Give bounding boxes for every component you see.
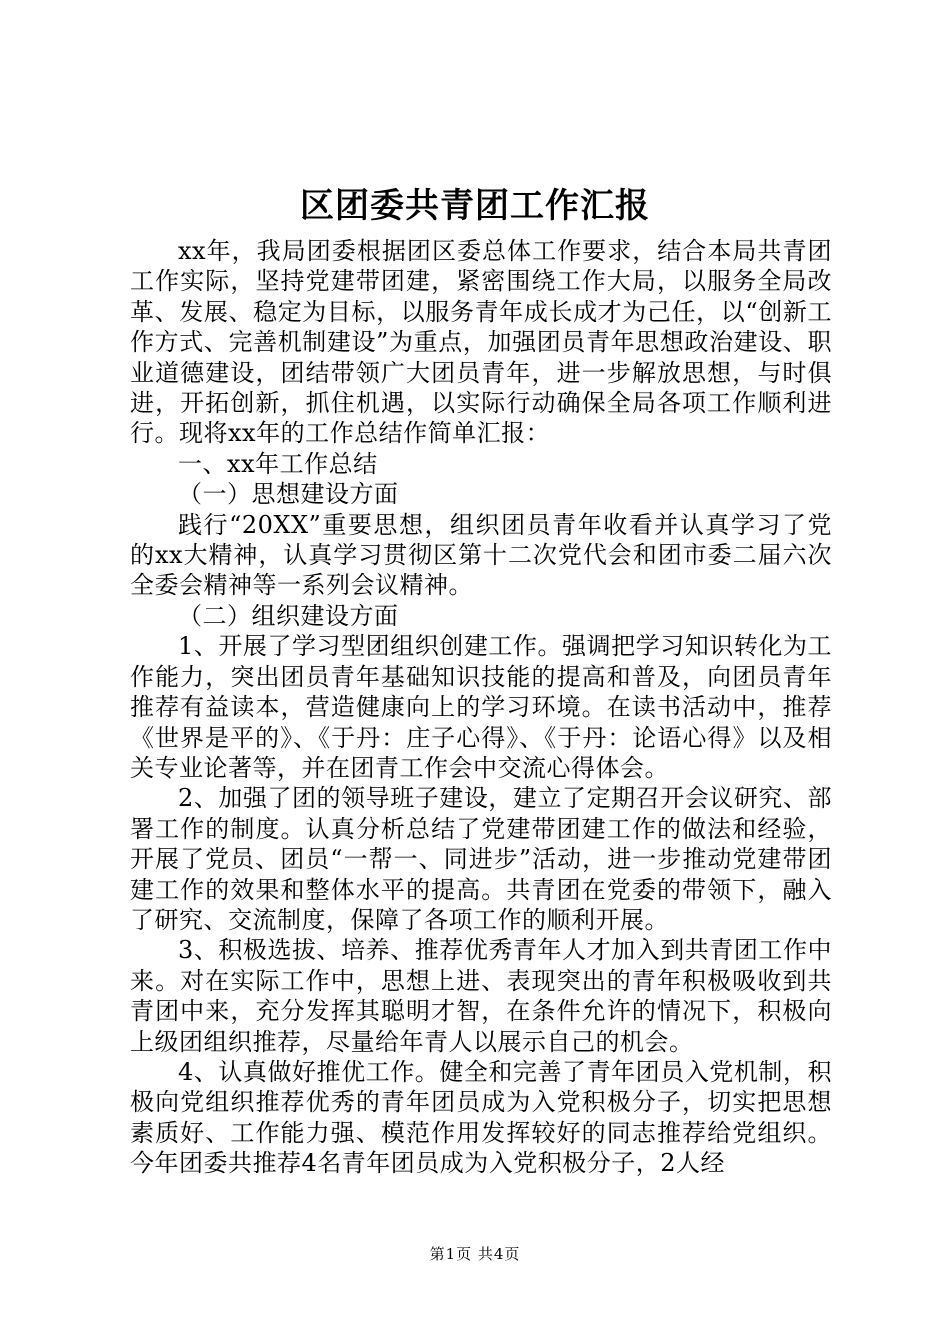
ideology-paragraph: 践行“20XX”重要思想，组织团员青年收看并认真学习了党的xx大精神，认真学习贯彻区第十二次党代会和团市委二届六次全委会精神等一系列会议精神。 — [130, 510, 832, 600]
organization-paragraph-1: 1、开展了学习型团组织创建工作。强调把学习知识转化为工作能力，突出团员青年基础知识技能的提高和普及，向团员青年推荐有益读本，营造健康向上的学习环境。在读书活动中，推荐《世界是平的》、《于丹：庄子心得》、《于丹：论语心得》以及相关专业论著等，并在团青工作会中交流心得体会。 — [130, 632, 832, 782]
document-title: 区团委共青团工作汇报 — [300, 186, 650, 226]
organization-paragraph-4: 4、认真做好推优工作。健全和完善了青年团员入党机制，积极向党组织推荐优秀的青年团员成为入党积极分子，切实把思想素质好、工作能力强、模范作用发挥较好的同志推荐给党组织。今年团委共推荐4名青年团员成为入党积极分子，2人经 — [130, 1057, 832, 1178]
section-heading: 一、xx年工作总结 — [178, 449, 378, 478]
intro-paragraph: xx年，我局团委根据团区委总体工作要求，结合本局共青团工作实际，坚持党建带团建，紧密围绕工作大局，以服务全局改革、发展、稳定为目标，以服务青年成长成才为己任，以“创新工作方式、完善机制建设”为重点，加强团员青年思想政治建设、职业道德建设，团结带领广大团员青年，进一步解放思想，与时俱进，开拓创新，抓住机遇，以实际行动确保全局各项工作顺利进行。现将xx年的工作总结作简单汇报： — [130, 237, 832, 448]
page-number-footer: 第1页 共4页 — [429, 1245, 521, 1263]
organization-paragraph-2: 2、加强了团的领导班子建设，建立了定期召开会议研究、部署工作的制度。认真分析总结了党建带团建工作的做法和经验，开展了党员、团员“一帮一、同进步”活动，进一步推动党建带团建工作的效果和整体水平的提高。共青团在党委的带领下，融入了研究、交流制度，保障了各项工作的顺利开展。 — [130, 784, 832, 934]
subsection-heading-ideology: （一）思想建设方面 — [178, 480, 399, 509]
organization-paragraph-3: 3、积极选拔、培养、推荐优秀青年人才加入到共青团工作中来。对在实际工作中，思想上进、表现突出的青年积极吸收到共青团中来，充分发挥其聪明才智，在条件允许的情况下，积极向上级团组织推荐，尽量给年青人以展示自己的机会。 — [130, 936, 832, 1056]
subsection-heading-organization: （二）组织建设方面 — [178, 601, 399, 630]
document-body — [130, 236, 832, 1179]
